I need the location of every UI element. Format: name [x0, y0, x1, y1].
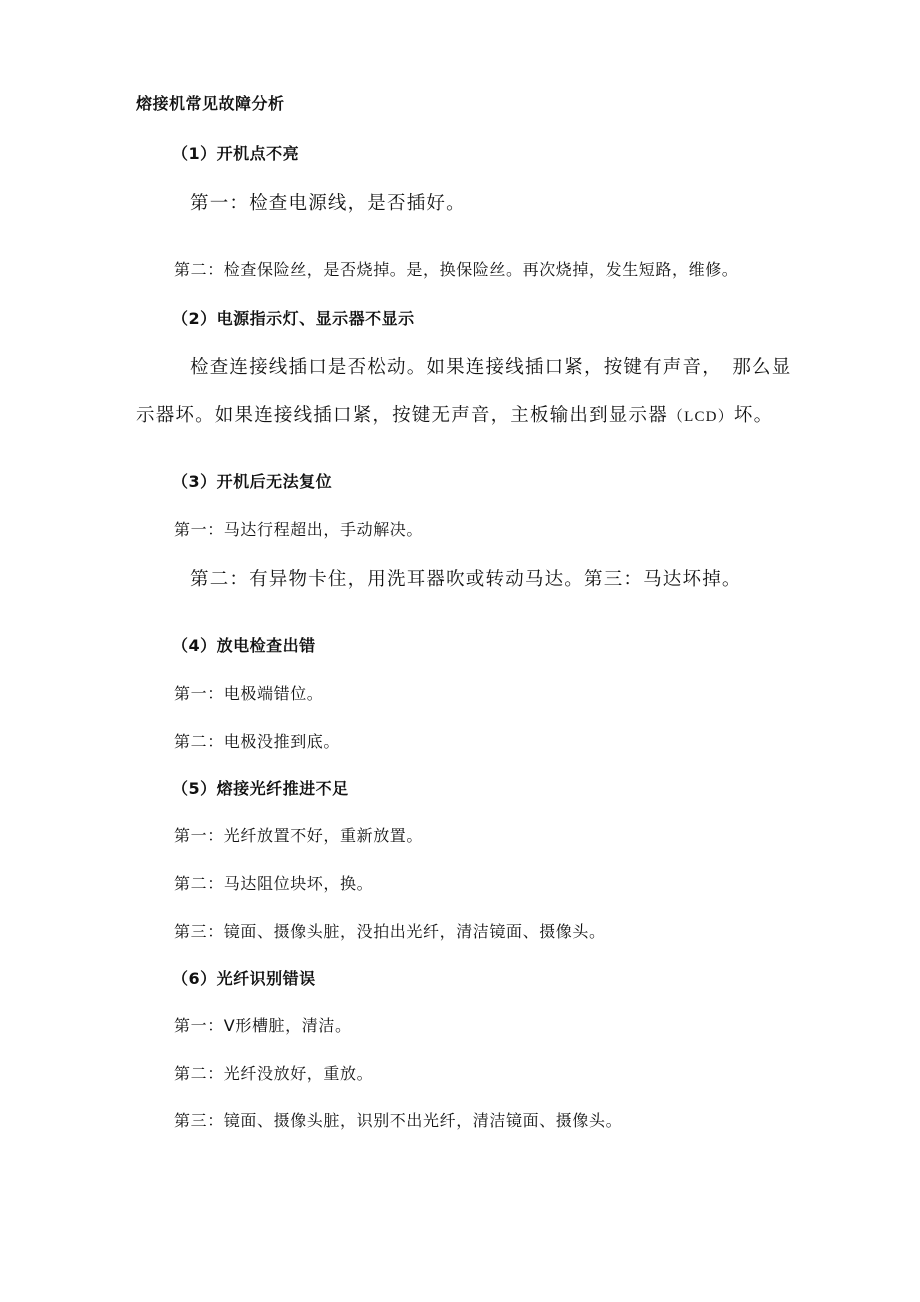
section-1-item-1: 第一：检查电源线，是否插好。 [190, 193, 466, 214]
section-6-item-1: 第一：V形槽脏，清洁。 [174, 1016, 352, 1035]
section-3-item-2: 第二：有异物卡住，用洗耳器吹或转动马达。第三：马达坏掉。 [190, 569, 742, 590]
section-heading-2: （2）电源指示灯、显示器不显示 [172, 309, 415, 328]
section-heading-1: （1）开机点不亮 [172, 144, 300, 163]
section-2-paragraph-text-a: 示器坏。如果连接线插口紧，按键无声音，主板输出到显示器 [136, 405, 668, 426]
lcd-abbreviation: （LCD） [667, 409, 734, 425]
section-4-item-2: 第二：电极没推到底。 [174, 732, 341, 751]
section-3-item-1: 第一：马达行程超出，手动解决。 [174, 520, 424, 539]
section-5-item-1: 第一：光纤放置不好，重新放置。 [174, 826, 424, 845]
section-1-item-2: 第二：检查保险丝，是否烧掉。是，换保险丝。再次烧掉，发生短路，维修。 [174, 260, 739, 279]
section-heading-6: （6）光纤识别错误 [172, 969, 316, 988]
section-heading-3: （3）开机后无法复位 [172, 472, 333, 491]
section-2-paragraph-line-2 [136, 407, 773, 426]
section-heading-4: （4）放电检查出错 [172, 636, 316, 655]
section-2-paragraph-text-b: 坏。 [733, 405, 774, 426]
section-6-item-2: 第二：光纤没放好，重放。 [174, 1064, 374, 1083]
section-heading-5: （5）熔接光纤推进不足 [172, 779, 349, 798]
section-5-item-2: 第二：马达阻位块坏，换。 [174, 874, 374, 893]
document-title: 熔接机常见故障分析 [136, 94, 285, 113]
section-4-item-1: 第一：电极端错位。 [174, 684, 324, 703]
section-2-paragraph-line-1: 检查连接线插口是否松动。如果连接线插口紧，按键有声音， 那么显 [190, 357, 792, 378]
section-5-item-3: 第三：镜面、摄像头脏，没拍出光纤，清洁镜面、摄像头。 [174, 922, 606, 941]
section-6-item-3: 第三：镜面、摄像头脏，识别不出光纤，清洁镜面、摄像头。 [174, 1111, 623, 1130]
